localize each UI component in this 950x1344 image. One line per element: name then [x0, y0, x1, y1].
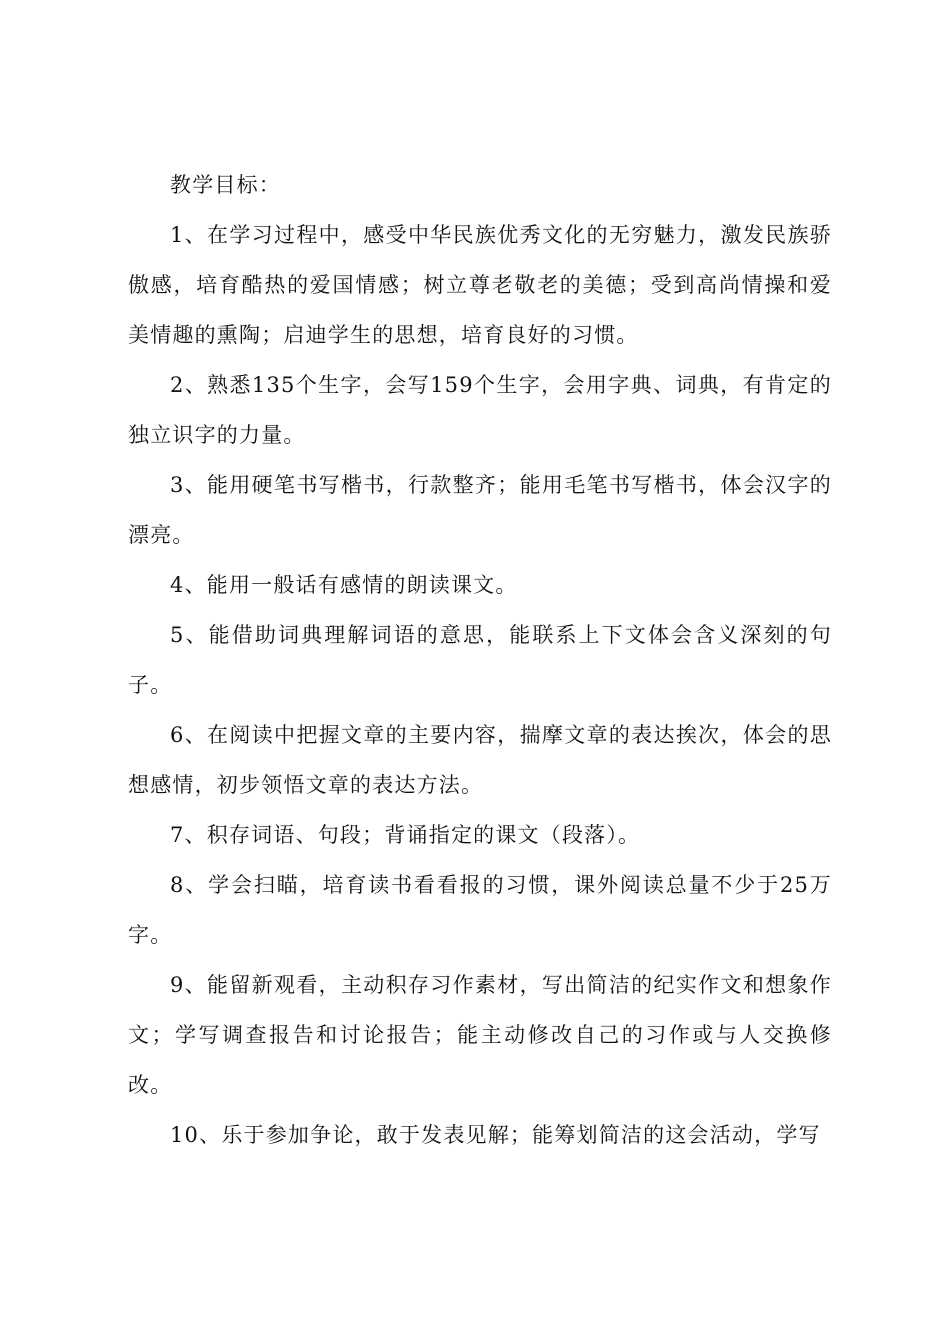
section-heading: 教学目标： — [170, 173, 281, 197]
objective-item-5: 5、能借助词典理解词语的意思，能联系上下文体会含义深刻的句子。 — [128, 623, 832, 697]
objective-item-4: 4、能用一般话有感情的朗读课文。 — [170, 573, 518, 597]
objective-item-2: 2、熟悉135个生字，会写159个生字，会用字典、词典，有肯定的独立识字的力量。 — [128, 373, 832, 447]
objective-item-8: 8、学会扫瞄，培育读书看看报的习惯，课外阅读总量不少于25万字。 — [128, 873, 832, 947]
objective-item-6: 6、在阅读中把握文章的主要内容，揣摩文章的表达挨次，体会的思想感情，初步领悟文章的表达方法。 — [128, 723, 832, 797]
document-body — [128, 160, 832, 1160]
objective-item-1: 1、在学习过程中，感受中华民族优秀文化的无穷魅力，激发民族骄傲感，培育酷热的爱国情感；树立尊老敬老的美德；受到高尚情操和爱美情趣的熏陶；启迪学生的思想，培育良好的习惯。 — [128, 223, 832, 347]
objective-item-10: 10、乐于参加争论，敢于发表见解；能筹划简洁的这会活动，学写 — [170, 1123, 821, 1147]
objective-item-3: 3、能用硬笔书写楷书，行款整齐；能用毛笔书写楷书，体会汉字的漂亮。 — [128, 473, 832, 547]
objective-item-7: 7、积存词语、句段；背诵指定的课文（段落）。 — [170, 823, 641, 847]
objective-item-9: 9、能留新观看，主动积存习作素材，写出简洁的纪实作文和想象作文；学写调查报告和讨论报告；能主动修改自己的习作或与人交换修改。 — [128, 973, 832, 1097]
